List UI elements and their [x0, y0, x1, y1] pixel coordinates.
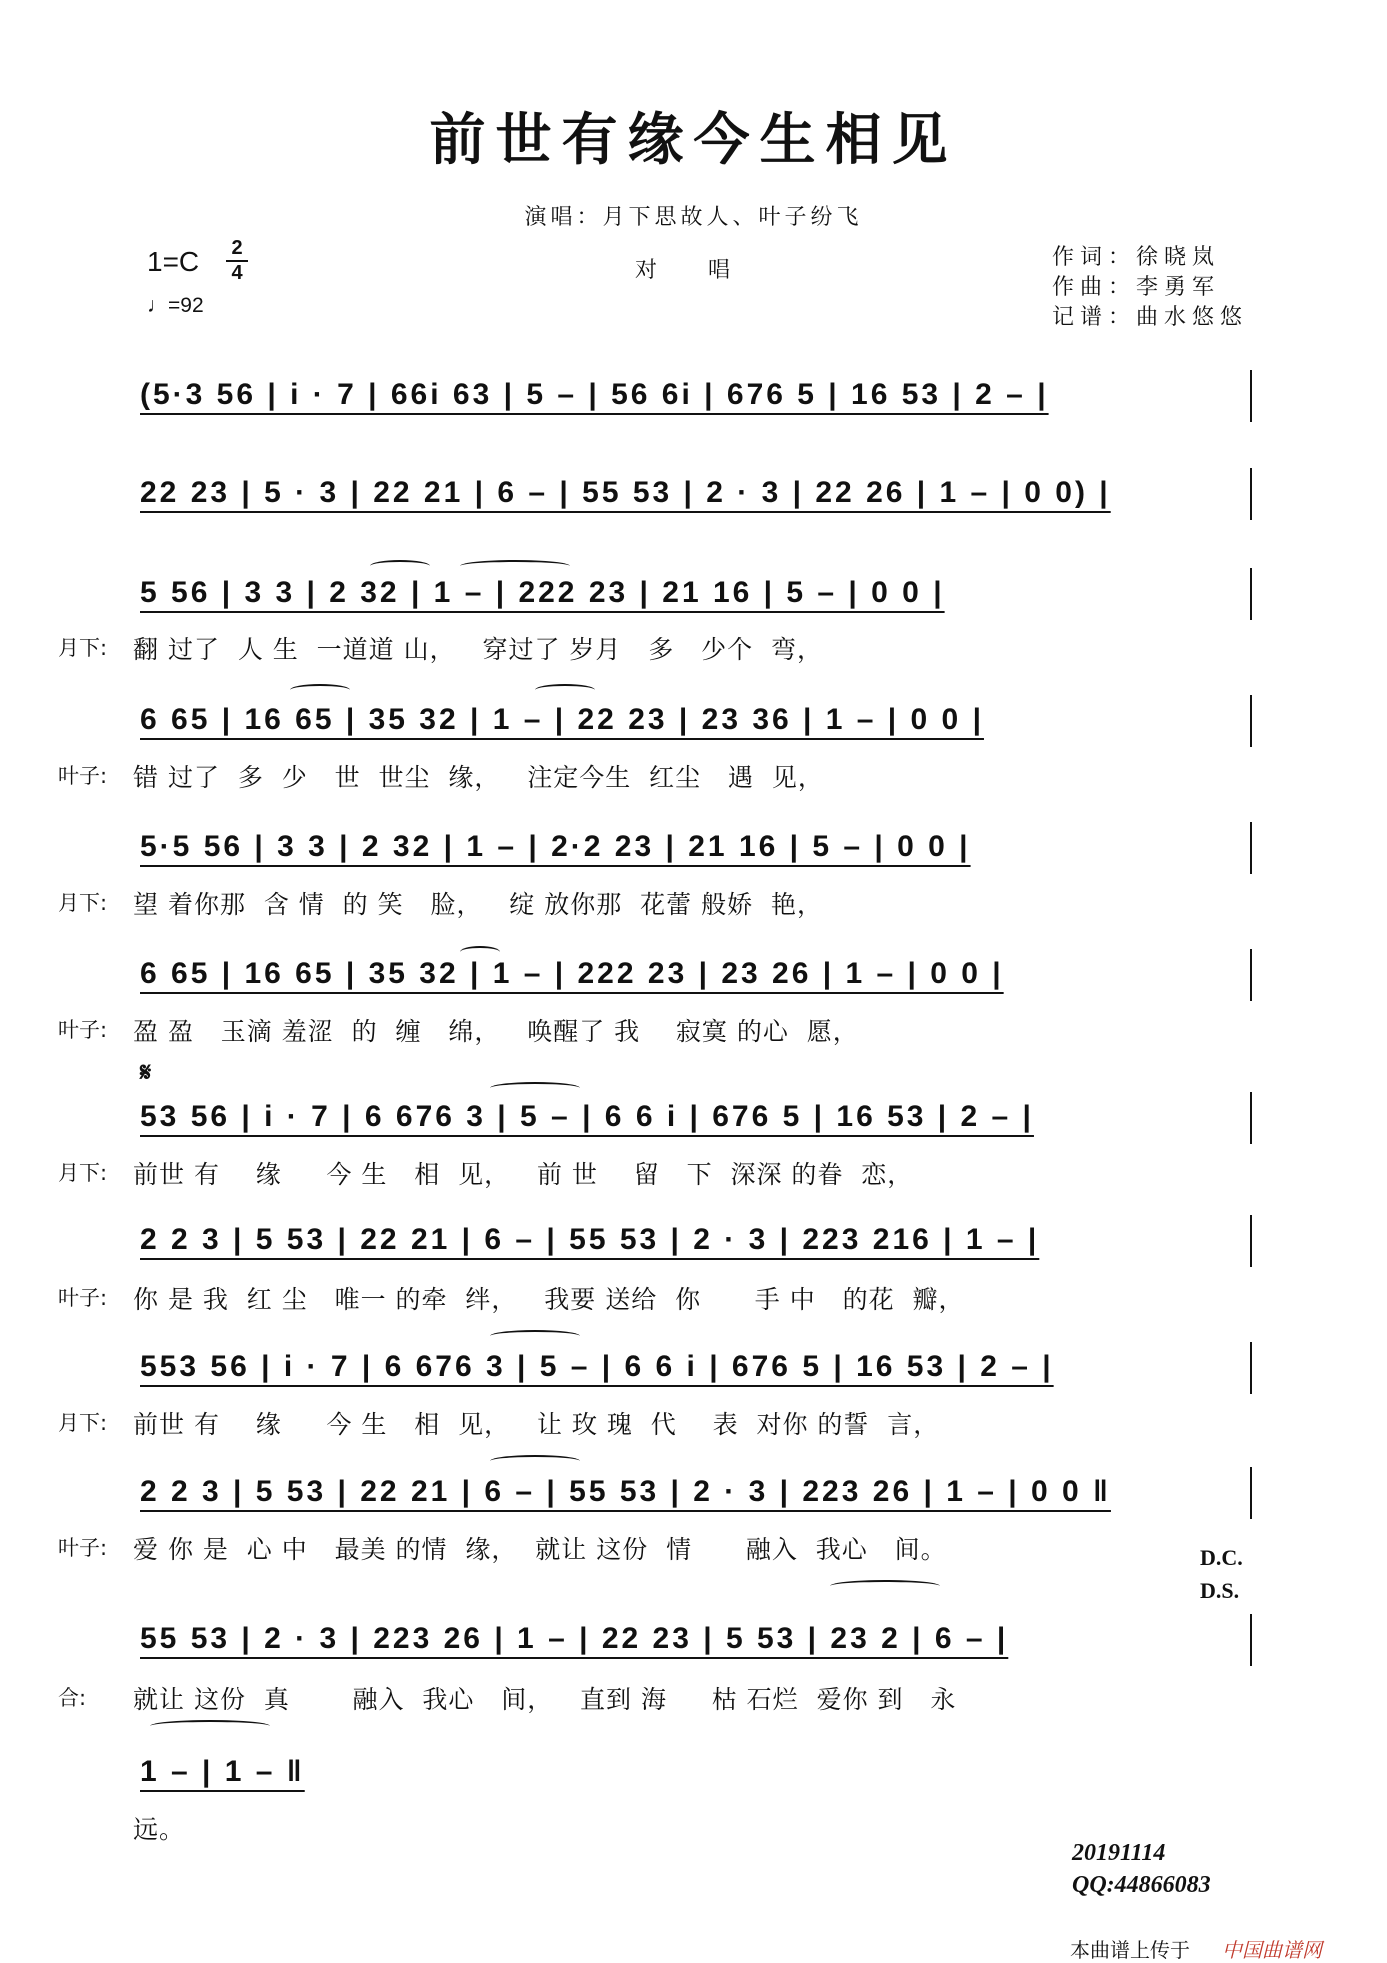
slur-mark	[460, 560, 570, 572]
slur-mark	[490, 1330, 580, 1342]
barline-end	[1250, 370, 1252, 422]
slur-mark	[490, 1455, 580, 1467]
qq-number: QQ:44866083	[1072, 1872, 1211, 1898]
barline-end	[1250, 468, 1252, 520]
notation-row: 22 23 | 5 · 3 | 22 21 | 6 – | 55 53 | 2 · 3 | 22 26 | 1 – | 0 0) |	[140, 476, 1111, 509]
speaker-label: 月下:	[58, 1161, 108, 1185]
notation-row: 1 – | 1 – ‖	[140, 1755, 305, 1788]
barline-end	[1250, 822, 1252, 874]
notation-row: 5·5 56 | 3 3 | 2 32 | 1 – | 2·2 23 | 21 16 | 5 – | 0 0 |	[140, 830, 971, 863]
lyric-line: 前世 有 缘 今 生 相 见， 前 世 留 下 深深 的眷 恋，	[133, 1160, 914, 1189]
speaker-label: 叶子:	[58, 1286, 108, 1310]
notation-row: 53 56 | i · 7 | 6 676 3 | 5 – | 6 6 i | 676 5 | 16 53 | 2 – |	[140, 1100, 1034, 1133]
barline-end	[1250, 1215, 1252, 1267]
notation-row: 553 56 | i · 7 | 6 676 3 | 5 – | 6 6 i | 676 5 | 16 53 | 2 – |	[140, 1350, 1054, 1383]
lyric-line: 就让 这份 真 融入 我心 间， 直到 海 枯 石烂 爱你 到 永	[133, 1685, 957, 1714]
time-signature-top: 2	[231, 237, 243, 259]
notation-row: 5 56 | 3 3 | 2 32 | 1 – | 222 23 | 21 16 | 5 – | 0 0 |	[140, 576, 945, 609]
performance-mode: 对 唱	[635, 258, 752, 283]
lyric-line: 前世 有 缘 今 生 相 见， 让 玫 瑰 代 表 对你 的誓 言，	[133, 1410, 940, 1439]
slur-mark	[460, 946, 500, 958]
barline-end	[1250, 1614, 1252, 1666]
speaker-label: 月下:	[58, 1411, 108, 1435]
lyric-line: 翻 过了 人 生 一道道 山， 穿过了 岁月 多 少个 弯，	[133, 635, 823, 664]
barline-end	[1250, 1467, 1252, 1519]
segno-sign: 𝄋	[140, 1058, 152, 1088]
speaker-label: 月下:	[58, 891, 108, 915]
slur-mark	[370, 560, 430, 572]
speaker-label: 叶子:	[58, 1018, 108, 1042]
barline-end	[1250, 1342, 1252, 1394]
lyricist-credit: 作词：徐晓岚	[1052, 245, 1221, 270]
tempo-mark: ♩=92	[147, 294, 204, 317]
lyric-line: 错 过了 多 少 世 世尘 缘， 注定今生 红尘 遇 见，	[133, 763, 824, 792]
barline-end	[1250, 695, 1252, 747]
notation-row: 6 65 | 16 65 | 35 32 | 1 – | 22 23 | 23 36 | 1 – | 0 0 |	[140, 703, 984, 736]
speaker-label: 合:	[58, 1686, 87, 1710]
da-capo-mark: D.C.	[1200, 1545, 1243, 1570]
dal-segno-mark: D.S.	[1200, 1578, 1240, 1603]
lyric-line: 望 着你那 含 情 的 笑 脸， 绽 放你那 花蕾 般娇 艳，	[133, 890, 823, 919]
slur-mark	[535, 684, 595, 696]
speaker-label: 叶子:	[58, 1536, 108, 1560]
notation-row: 6 65 | 16 65 | 35 32 | 1 – | 222 23 | 23 26 | 1 – | 0 0 |	[140, 957, 1004, 990]
slur-mark	[150, 1720, 270, 1732]
lyric-line: 远。	[133, 1815, 186, 1844]
notation-row: 55 53 | 2 · 3 | 223 26 | 1 – | 22 23 | 5 53 | 23 2 | 6 – |	[140, 1622, 1009, 1655]
singers-line: 演唱：月下思故人、叶子纷飞	[524, 205, 863, 230]
footer-text: 本曲谱上传于	[1070, 1938, 1190, 1962]
speaker-label: 月下:	[58, 636, 108, 660]
slur-mark	[290, 684, 350, 696]
date-stamp: 20191114	[1072, 1840, 1166, 1866]
composer-credit: 作曲：李勇军	[1052, 275, 1221, 300]
speaker-label: 叶子:	[58, 764, 108, 788]
notation-row: 2 2 3 | 5 53 | 22 21 | 6 – | 55 53 | 2 · 3 | 223 26 | 1 – | 0 0 ‖	[140, 1475, 1111, 1508]
song-title: 前世有缘今生相见	[429, 107, 958, 173]
barline-end	[1250, 568, 1252, 620]
key-signature: 1=C	[147, 246, 200, 277]
slur-mark	[490, 1082, 580, 1094]
slur-mark	[830, 1580, 940, 1592]
notation-row: (5·3 56 | i · 7 | 66i 63 | 5 – | 56 6i | 676 5 | 16 53 | 2 – |	[140, 378, 1049, 411]
time-signature-bottom: 4	[231, 262, 243, 284]
barline-end	[1250, 949, 1252, 1001]
site-logo: 中国曲谱网	[1222, 1938, 1322, 1962]
time-signature	[226, 238, 248, 284]
lyric-line: 盈 盈 玉滴 羞涩 的 缠 绵， 唤醒了 我 寂寞 的心 愿，	[133, 1017, 859, 1046]
notation-row: 2 2 3 | 5 53 | 22 21 | 6 – | 55 53 | 2 · 3 | 223 216 | 1 – |	[140, 1223, 1040, 1256]
lyric-line: 你 是 我 红 尘 唯一 的牵 绊， 我要 送给 你 手 中 的花 瓣，	[133, 1285, 965, 1314]
barline-end	[1250, 1092, 1252, 1144]
lyric-line: 爱 你 是 心 中 最美 的情 缘， 就让 这份 情 融入 我心 间。	[133, 1535, 947, 1564]
transcriber-credit: 记谱：曲水悠悠	[1052, 305, 1249, 330]
